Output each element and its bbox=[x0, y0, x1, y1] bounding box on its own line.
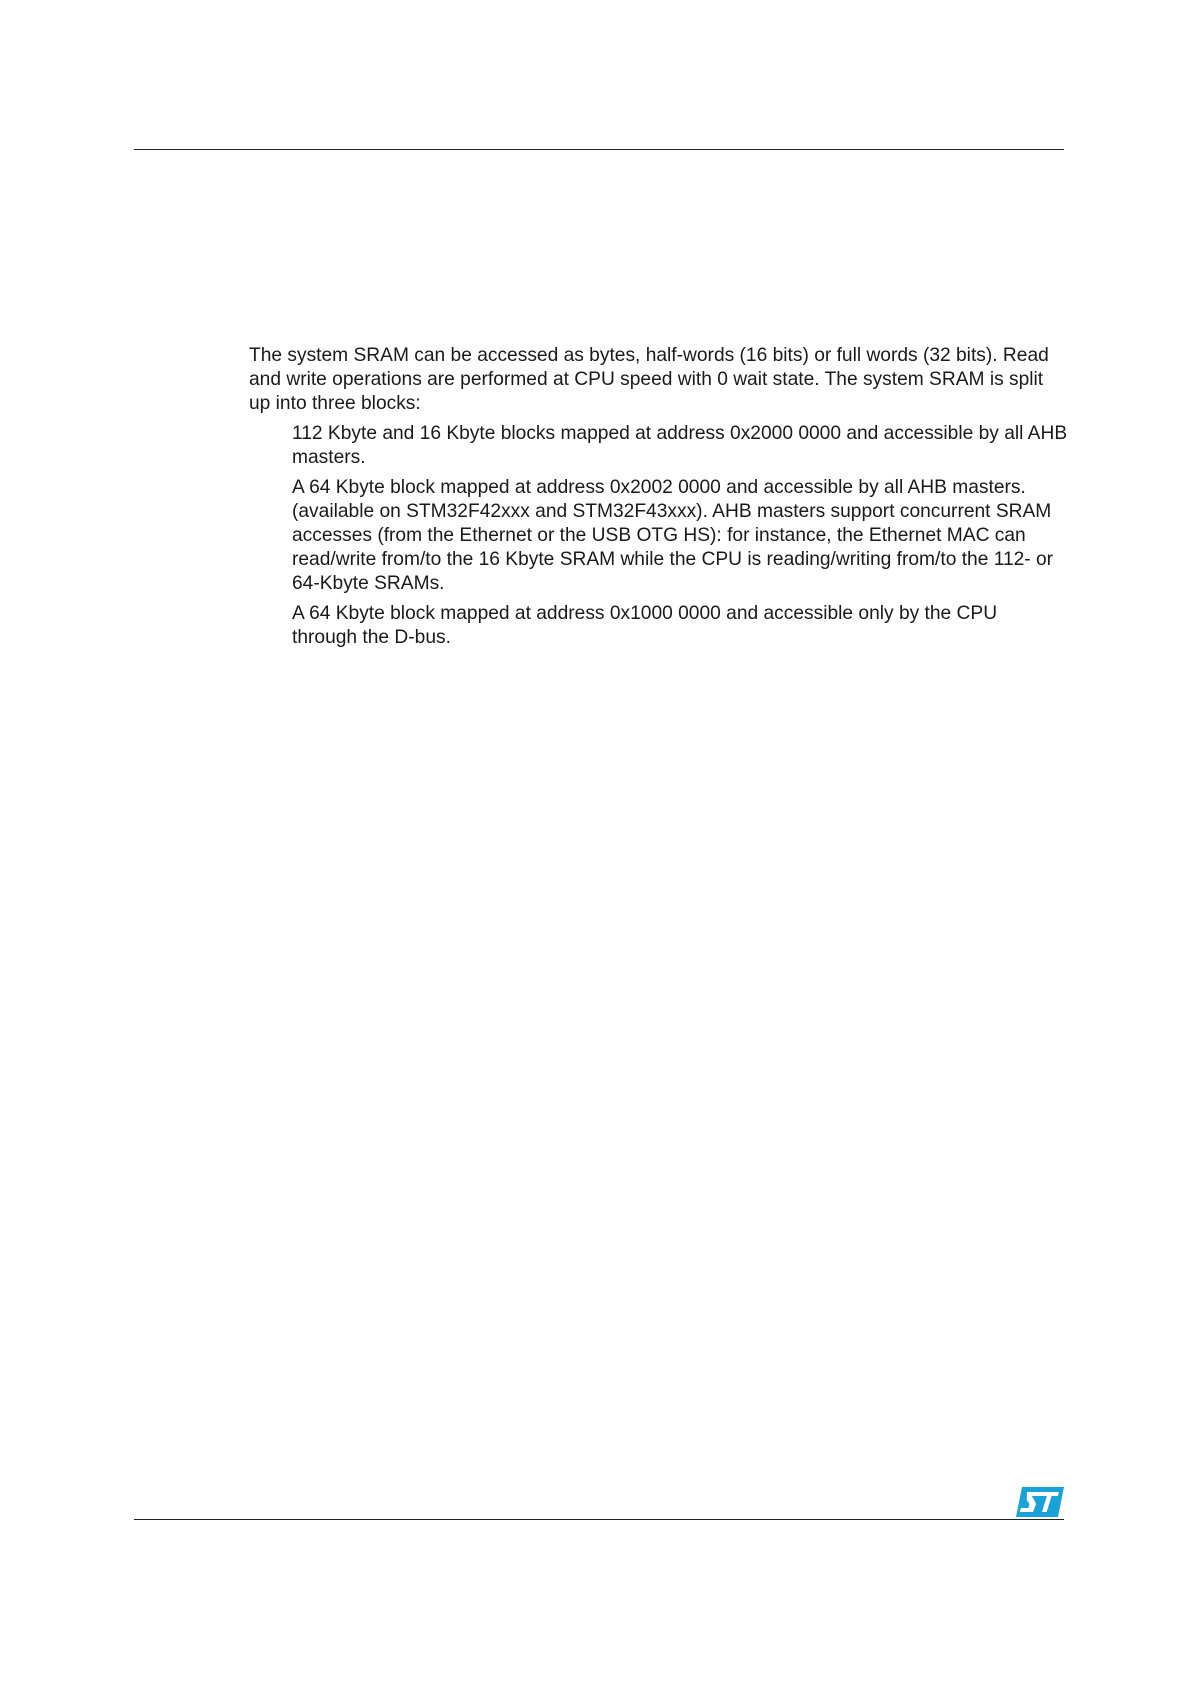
page-content bbox=[249, 344, 1069, 656]
st-logo bbox=[1016, 1487, 1064, 1517]
header-rule bbox=[134, 149, 1064, 150]
list-item: A 64 Kbyte block mapped at address 0x2002 0000 and accessible by all AHB masters. (available on STM32F42xxx and STM32F43xxx). AHB masters support concurrent SRAM accesses (from the Ethernet or the USB OTG HS): for instance, the Ethernet MAC can read/write from/to the 16 Kbyte SRAM while the CPU is reading/writing from/to the 112- or 64-Kbyte SRAMs. bbox=[292, 477, 1054, 594]
sram-block-list bbox=[249, 422, 1069, 650]
intro-paragraph: The system SRAM can be accessed as bytes, half-words (16 bits) or full words (32 bits). Read and write operations are performed at CPU speed with 0 wait state. The system SRAM is split up into three blocks: bbox=[249, 345, 1049, 414]
list-item: 112 Kbyte and 16 Kbyte blocks mapped at address 0x2000 0000 and accessible by all AHB masters. bbox=[292, 423, 1068, 468]
footer-rule bbox=[134, 1519, 1064, 1520]
list-item: A 64 Kbyte block mapped at address 0x1000 0000 and accessible only by the CPU through the D-bus. bbox=[292, 603, 998, 648]
